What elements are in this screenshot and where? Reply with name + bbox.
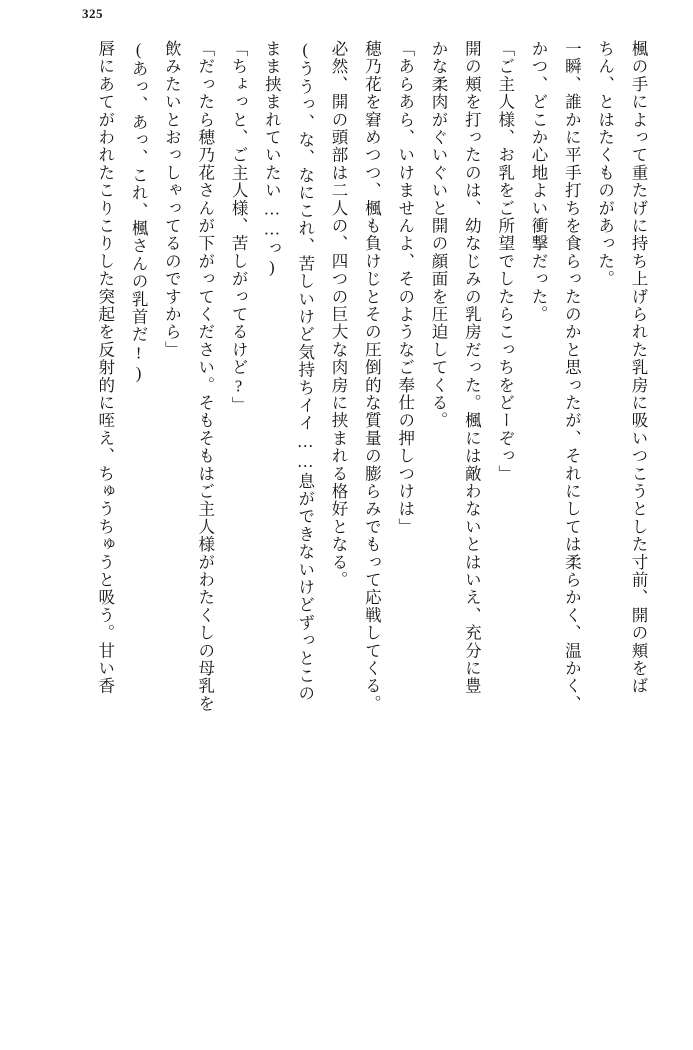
- body-paragraph: 一瞬、誰かに平手打ちを食らったのかと思ったが、それにしては柔らかく、温かく、: [562, 40, 582, 713]
- body-paragraph: 「だったら穂乃花さんが下がってください。そもそもはご主人様がわたくしの母乳を: [195, 40, 215, 713]
- body-paragraph: 必然、開の頭部は二人の、四つの巨大な肉房に挟まれる格好となる。: [329, 40, 349, 589]
- body-paragraph: 「ちょっと、ご主人様、苦しがってるけど?」: [229, 40, 249, 415]
- body-paragraph: 唇にあてがわれたこりこりした突起を反射的に咥え、ちゅうちゅうと吸う。甘い香: [95, 40, 115, 695]
- body-paragraph: 開の頬を打ったのは、幼なじみの乳房だった。楓には敵わないとはいえ、充分に豊: [462, 40, 482, 695]
- body-paragraph: かつ、どこか心地よい衝撃だった。: [529, 40, 549, 324]
- body-paragraph: かな柔肉がぐいぐいと開の顔面を圧迫してくる。: [429, 40, 449, 430]
- body-paragraph: まま挟まれていたい……っ): [262, 40, 282, 278]
- body-paragraph: (ううっ、な、なにこれ、苦しいけど気持ちイイ……息ができないけどずっとこの: [295, 40, 315, 703]
- body-paragraph: 「ご主人様、お乳をご所望でしたらこっちをどーぞっ」: [495, 40, 515, 483]
- page-number: 325: [82, 6, 103, 21]
- body-paragraph: 穂乃花を窘めつつ、楓も負けじとその圧倒的な質量の膨らみでもって応戦してくる。: [362, 40, 382, 713]
- body-paragraph: 飲みたいとおっしゃってるのですから」: [162, 40, 182, 359]
- body-paragraph: (あっ、あっ、これ、楓さんの乳首だ!): [129, 40, 149, 384]
- body-paragraph: 「あらあら、いけませんよ、そのようなご奉仕の押しつけは」: [395, 40, 415, 536]
- body-paragraph: ちん、とはたくものがあった。: [595, 40, 615, 288]
- page-body-text: [40, 40, 655, 1015]
- body-paragraph: 楓の手によって重たげに持ち上げられた乳房に吸いつこうとした寸前、開の頬をば: [629, 40, 648, 695]
